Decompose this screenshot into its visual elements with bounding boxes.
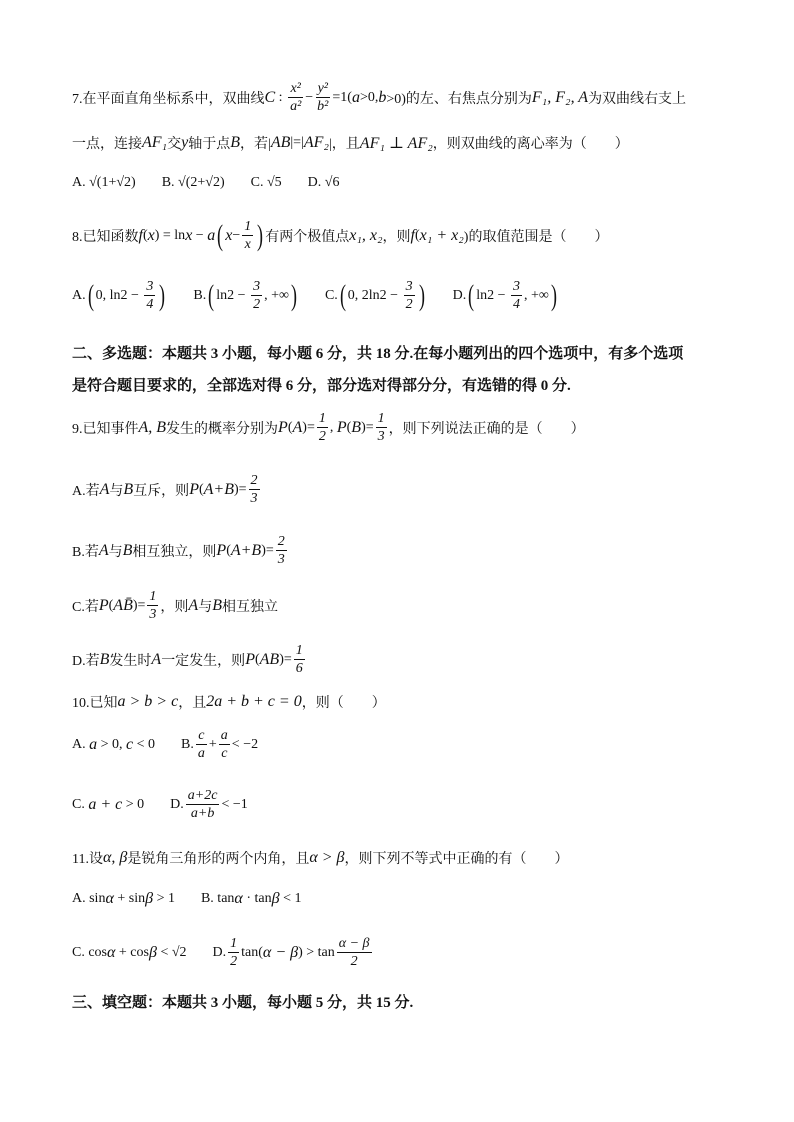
text-segment: )= <box>261 542 274 558</box>
denominator: 2 <box>318 429 326 444</box>
question-9-option-a <box>72 472 262 507</box>
text-segment: 是锐角三角形的两个内角，且 <box>127 852 310 867</box>
text-segment: < 0 <box>133 736 156 752</box>
big-paren: ) <box>418 278 425 312</box>
math-variable: α <box>107 943 116 961</box>
question-9-option-d <box>72 642 307 677</box>
fraction <box>315 80 330 115</box>
big-paren: ( <box>468 278 475 312</box>
text-segment: < −1 <box>221 796 248 812</box>
text-segment: D. <box>212 944 227 960</box>
text-segment: A. <box>72 287 86 303</box>
denominator: 6 <box>295 661 303 676</box>
text-segment: 互斥，则 <box>133 483 190 499</box>
math-variable: c <box>126 735 134 753</box>
text-segment: > 0 <box>122 796 145 812</box>
fraction <box>276 533 287 568</box>
denominator: 3 <box>277 552 285 567</box>
numerator: 1 <box>244 219 252 234</box>
text-segment: |，且 <box>328 137 360 152</box>
text-segment: ( <box>108 597 114 613</box>
math-variable: α <box>105 890 114 907</box>
numerator: 1 <box>318 411 326 426</box>
text-segment: − <box>305 89 314 105</box>
text-segment: B. √(2+√2) <box>161 175 225 190</box>
text-segment: 0, 2ln2 − <box>347 287 402 303</box>
numerator: y² <box>317 81 328 96</box>
text-segment: )= <box>132 597 146 613</box>
fraction <box>511 278 522 313</box>
text-segment: tan( <box>241 944 263 960</box>
big-paren: ) <box>159 278 166 312</box>
math-variable: f <box>138 226 143 244</box>
math-variable: β <box>145 890 154 907</box>
math-variable: a + c <box>88 795 123 813</box>
text-segment: < −2 <box>231 736 259 752</box>
question-11-options-cd <box>72 935 374 970</box>
numerator: 2 <box>277 534 285 549</box>
math-variable: B <box>230 134 240 151</box>
text-segment: ( <box>415 227 420 243</box>
math-variable: AF₁ ⊥ AF₂ <box>359 135 433 152</box>
text-segment: 发生的概率分别为 <box>166 421 279 437</box>
math-variable: AB <box>270 134 291 151</box>
text-segment: 一点，连接 <box>72 137 142 152</box>
big-paren: ) <box>257 218 264 252</box>
fraction <box>219 727 230 762</box>
text-segment: A. <box>72 736 90 752</box>
text-segment: , +∞ <box>264 287 289 303</box>
math-variable: α <box>234 890 243 907</box>
math-variable: AF₂ <box>303 134 329 151</box>
text-segment: , +∞ <box>524 287 549 303</box>
math-variable: B <box>212 596 222 614</box>
text-segment: 与 <box>109 483 124 499</box>
text-segment: ( <box>254 651 260 667</box>
text-segment: > 1 <box>153 891 175 906</box>
text-segment: 相互独立，则 <box>132 544 217 560</box>
denominator: 2 <box>350 954 358 969</box>
fraction <box>404 278 415 313</box>
text-segment: ，则下列不等式中正确的有（ ） <box>344 852 569 867</box>
math-variable: P <box>216 541 227 559</box>
math-variable: A <box>188 596 199 614</box>
question-9-stem <box>72 410 585 445</box>
fraction <box>317 410 328 445</box>
text-segment: 发生时 <box>109 653 152 669</box>
math-variable: x₁, x₂ <box>349 226 383 244</box>
text-segment: − <box>232 227 241 243</box>
numerator: 1 <box>295 643 303 658</box>
numerator: 1 <box>377 411 385 426</box>
text-segment: D. √6 <box>307 175 340 190</box>
text-segment: − <box>192 227 208 243</box>
math-variable: a <box>207 226 216 244</box>
text-segment: · tan <box>242 891 272 906</box>
text-segment: ，若| <box>240 137 271 152</box>
fraction <box>186 787 220 822</box>
denominator: x <box>244 237 251 252</box>
math-variable: P <box>98 596 109 614</box>
text-segment: ) = ln <box>154 227 186 243</box>
math-variable: x <box>185 226 193 244</box>
denominator: 4 <box>513 297 521 312</box>
math-variable: β <box>271 890 280 907</box>
text-segment: )= <box>361 419 374 435</box>
numerator: 1 <box>149 589 157 604</box>
text-segment: 相互独立 <box>221 599 278 615</box>
section-2-heading-line-1 <box>72 342 683 363</box>
text-segment: + <box>208 736 217 752</box>
text-segment: 有两个极值点 <box>265 229 350 245</box>
denominator: 2 <box>230 954 238 969</box>
math-variable: f <box>410 226 415 244</box>
math-variable: P <box>278 418 288 436</box>
numerator: 1 <box>230 936 238 951</box>
text-segment: )= <box>279 651 292 667</box>
fraction <box>294 642 305 677</box>
math-variable: y <box>181 134 189 151</box>
math-variable: B <box>123 480 134 498</box>
text-segment: =1( <box>332 89 352 105</box>
text-segment: ( <box>287 419 293 435</box>
fraction <box>147 588 158 623</box>
text-segment: 0, ln2 − <box>95 287 143 303</box>
denominator: a² <box>290 99 302 114</box>
text-segment: 9.已知事件 <box>72 421 139 437</box>
text-segment: D. <box>452 287 467 303</box>
numerator: 2 <box>250 473 258 488</box>
text-segment: ln2 − <box>476 287 510 303</box>
numerator: a+2c <box>187 788 218 803</box>
text-segment: >0, <box>359 89 379 105</box>
fraction <box>288 80 303 115</box>
text-segment: ( <box>346 419 352 435</box>
question-10-options-cd <box>72 787 248 822</box>
math-variable: a <box>351 88 360 106</box>
fraction <box>144 278 155 313</box>
big-paren: ( <box>208 278 215 312</box>
fraction <box>337 935 372 970</box>
numerator: 3 <box>253 279 261 294</box>
text-segment: : <box>275 89 287 105</box>
text-segment: < √2 <box>156 944 187 960</box>
text-segment: ，且 <box>178 696 207 711</box>
big-paren: ( <box>217 218 224 252</box>
text-segment: + sin <box>113 891 146 906</box>
math-variable: α > β <box>309 849 345 866</box>
section-2-heading-line-2 <box>72 374 571 395</box>
text-segment: 8.已知函数 <box>72 229 139 245</box>
big-paren: ( <box>339 278 346 312</box>
numerator: 3 <box>146 279 154 294</box>
text-segment: 11.设 <box>72 852 103 867</box>
text-segment: ，则（ ） <box>301 696 386 711</box>
math-variable: C <box>264 88 276 106</box>
denominator: 3 <box>149 607 157 622</box>
text-segment: < 1 <box>279 891 302 906</box>
text-segment: C. √5 <box>250 175 282 190</box>
numerator: 3 <box>513 279 521 294</box>
question-7-line-1 <box>72 80 686 115</box>
text-segment: C.若 <box>72 599 99 615</box>
text-segment: ( <box>142 227 148 243</box>
numerator: x² <box>290 81 301 96</box>
big-paren: ) <box>290 278 297 312</box>
denominator: a <box>197 746 205 761</box>
math-variable: AB̄ <box>113 596 133 614</box>
denominator: 3 <box>377 429 385 444</box>
text-segment: 7.在平面直角坐标系中，双曲线 <box>72 91 265 107</box>
denominator: 3 <box>250 491 258 506</box>
text-segment: ( <box>198 481 204 497</box>
denominator: c <box>221 746 228 761</box>
text-segment: D. <box>170 796 184 812</box>
text-segment: ，则下列说法正确的是（ ） <box>388 421 585 437</box>
text-segment: )= <box>302 419 315 435</box>
text-segment: B. <box>181 736 194 752</box>
text-segment: )的取值范围是（ ） <box>463 229 609 245</box>
question-7-line-2 <box>72 133 629 153</box>
text-segment: 与 <box>108 544 123 560</box>
text-segment: ，则双曲线的离心率为（ ） <box>432 137 629 152</box>
text-segment: 一定发生，则 <box>161 653 246 669</box>
text-segment: 与 <box>198 599 213 615</box>
text-segment: 为双曲线右支上 <box>588 91 687 107</box>
question-11-options-ab <box>72 890 301 908</box>
text-segment: 交 <box>167 137 182 152</box>
math-variable: A <box>151 650 162 668</box>
text-segment: ) > tan <box>298 944 335 960</box>
text-segment: B. <box>193 287 207 303</box>
math-variable: β <box>148 943 157 961</box>
math-variable: A+B <box>230 541 262 559</box>
math-variable: x₁ + x₂ <box>419 226 464 244</box>
text-segment: A. √(1+√2) <box>72 175 136 190</box>
math-variable: b <box>378 88 387 106</box>
text-segment: 二、多选题：本题共 3 小题，每小题 6 分，共 18 分.在每小题列出的四个选项中，有多个选项 <box>72 346 684 362</box>
numerator: α − β <box>338 936 370 951</box>
question-8-options <box>72 278 559 313</box>
text-segment: C. <box>72 796 89 812</box>
text-segment: 三、填空题：本题共 3 小题，每小题 5 分，共 15 分. <box>72 995 414 1011</box>
section-3-heading <box>72 991 413 1012</box>
question-10-options-ab <box>72 727 258 762</box>
text-segment: 10.已知 <box>72 696 118 711</box>
numerator: a <box>220 728 228 743</box>
denominator: 2 <box>405 297 413 312</box>
text-segment: C. <box>324 287 338 303</box>
math-variable: α − β <box>262 943 299 961</box>
question-9-option-c <box>72 588 278 623</box>
text-segment: A. sin <box>72 891 106 906</box>
text-segment: 是符合题目要求的，全部选对得 6 分，部分选对得部分分，有选错的得 0 分. <box>72 378 571 394</box>
math-variable: a <box>89 735 98 753</box>
math-variable: P <box>336 418 347 436</box>
text-segment: > 0, <box>97 736 127 752</box>
text-segment: , <box>329 419 337 435</box>
denominator: 2 <box>253 297 261 312</box>
text-segment: B.若 <box>72 544 99 560</box>
question-10-stem <box>72 692 386 712</box>
text-segment: C. cos <box>72 944 107 960</box>
fraction <box>251 278 262 313</box>
math-variable: B <box>351 418 362 436</box>
big-paren: ) <box>550 278 557 312</box>
question-9-option-b <box>72 533 289 568</box>
question-8-stem <box>72 218 608 253</box>
denominator: a+b <box>190 806 215 821</box>
question-7-options <box>72 175 339 191</box>
math-variable: x <box>225 226 233 244</box>
math-variable: x <box>147 226 155 244</box>
text-segment: )= <box>233 481 247 497</box>
text-segment: ，则 <box>382 229 411 245</box>
text-segment: |=| <box>290 135 304 150</box>
big-paren: ( <box>87 278 94 312</box>
text-segment: 轴于点 <box>188 137 231 152</box>
math-variable: a > b > c <box>117 693 179 710</box>
math-variable: B <box>122 541 133 559</box>
fraction <box>228 935 239 970</box>
math-variable: A+B <box>203 480 234 498</box>
math-variable: A <box>98 541 109 559</box>
numerator: c <box>198 728 205 743</box>
math-variable: A, B <box>138 418 167 436</box>
math-variable: P <box>189 480 199 498</box>
denominator: 4 <box>146 297 154 312</box>
math-variable: P <box>245 650 255 668</box>
text-segment: B. tan <box>200 891 235 906</box>
text-segment: ln2 − <box>216 287 250 303</box>
math-variable: 2a + b + c = 0 <box>206 693 302 710</box>
question-11-stem <box>72 848 569 868</box>
denominator: b² <box>317 99 329 114</box>
math-variable: A <box>99 480 110 498</box>
text-segment: + cos <box>115 944 149 960</box>
text-segment: >0)的左、右焦点分别为 <box>386 91 532 107</box>
math-variable: AB <box>259 650 280 668</box>
math-variable: B <box>99 650 110 668</box>
numerator: 3 <box>405 279 413 294</box>
text-segment: ，则 <box>160 599 189 615</box>
text-segment: A.若 <box>72 483 100 499</box>
fraction <box>242 218 253 253</box>
text-segment: D.若 <box>72 653 100 669</box>
math-variable: AF₁ <box>142 134 168 151</box>
fraction <box>249 472 260 507</box>
math-variable: α, β <box>102 849 128 866</box>
text-segment: ( <box>226 542 231 558</box>
math-variable: F₁, F₂, A <box>531 88 589 106</box>
fraction <box>196 727 207 762</box>
fraction <box>376 410 387 445</box>
math-variable: A <box>292 418 303 436</box>
